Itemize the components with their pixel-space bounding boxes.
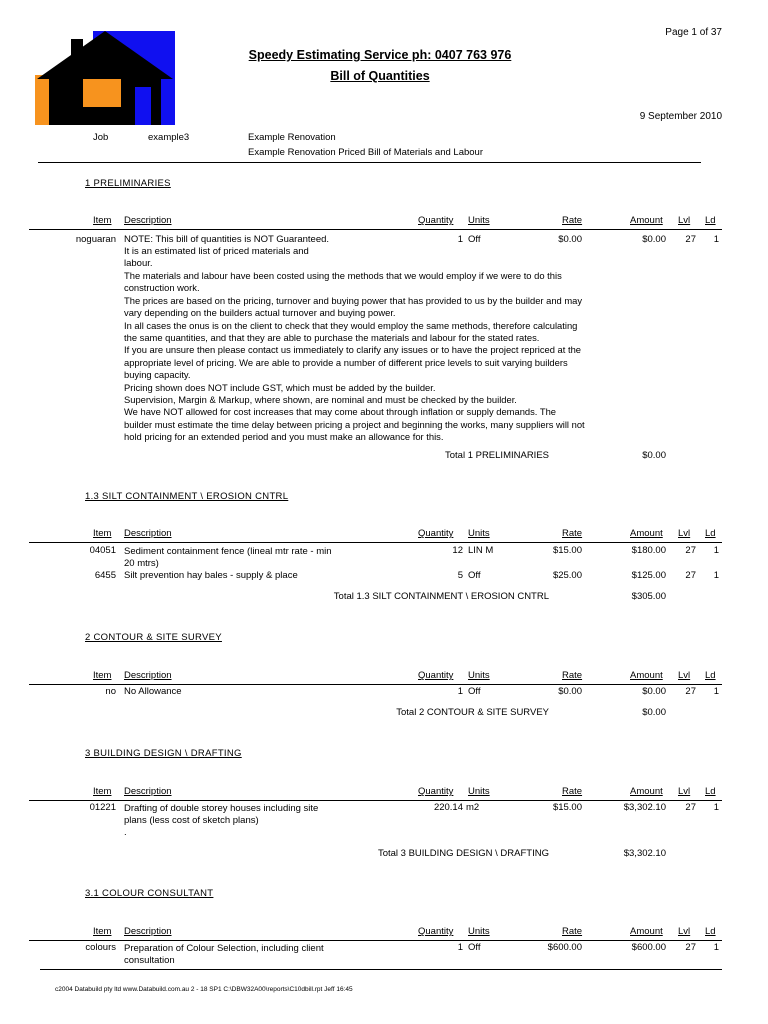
row-ld: 1 [713,545,719,556]
col-rate: Rate [562,670,583,681]
row-description-line: plans (less cost of sketch plans) [124,815,259,826]
row-lvl: 27 [685,570,696,581]
col-lvl: Lvl [678,528,691,539]
col-units: Units [468,670,490,681]
section-total-label: Total 2 CONTOUR & SITE SURVEY [396,707,549,718]
page-number: Page 1 of 37 [665,27,722,38]
section-total-amount: $305.00 [631,591,666,602]
note-line: appropriate level of pricing. We are able to provide a number of different price levels to suit varying builders [124,356,568,368]
col-lvl: Lvl [678,670,691,681]
row-units: Off [468,570,481,581]
section-heading: 1 PRELIMINARIES [85,178,171,189]
row-quantity: 1 [457,686,463,697]
col-ld: Ld [705,786,716,797]
row-description-line: Preparation of Colour Selection, including client [124,943,324,954]
col-description: Description [124,528,172,539]
row-item: colours [85,942,116,953]
page-bottom-divider [40,969,722,970]
row-quantity: 1 [457,234,463,245]
row-lvl: 27 [685,802,696,813]
section-heading: 1.3 SILT CONTAINMENT \ EROSION CNTRL [85,491,289,502]
col-amount: Amount [630,215,663,226]
col-ld: Ld [705,215,716,226]
company-title: Speedy Estimating Service ph: 0407 763 976 [248,48,512,62]
section-total-label: Total 3 BUILDING DESIGN \ DRAFTING [377,848,549,859]
col-amount: Amount [630,926,663,937]
row-rate: $25.00 [552,570,582,581]
row-amount: $3,302.10 [623,802,666,813]
row-units: Off [468,234,481,245]
row-description-line: labour. [124,258,153,269]
job-name: Example Renovation [248,132,336,143]
col-description: Description [124,786,172,797]
row-lvl: 27 [685,942,696,953]
col-item: Item [93,786,112,797]
row-description-line: Drafting of double storey houses including site [124,803,319,814]
row-description-line: It is an estimated list of priced materials and [124,246,309,257]
row-units: Off [468,686,481,697]
section-total-amount: $0.00 [642,450,666,461]
col-item: Item [93,926,112,937]
row-amount: $180.00 [631,545,666,556]
row-item: 04051 [89,545,116,556]
job-description: Example Renovation Priced Bill of Materials and Labour [248,147,483,158]
row-item: noguaran [75,234,116,245]
column-divider [29,229,722,230]
col-item: Item [93,528,112,539]
row-description-line: . [124,827,127,838]
row-description-line: NOTE: This bill of quantities is NOT Guaranteed. [124,234,330,245]
col-lvl: Lvl [678,926,691,937]
col-rate: Rate [562,528,583,539]
note-line: vary depending on the builders actual turnover and buying power. [124,307,396,319]
col-units: Units [468,786,490,797]
document-date: 9 September 2010 [639,111,722,122]
column-divider [29,542,722,543]
row-description-line: Silt prevention hay bales - supply & place [124,570,298,581]
section-total-label: Total 1.3 SILT CONTAINMENT \ EROSION CNTRL [333,591,549,602]
row-lvl: 27 [685,686,696,697]
col-units: Units [468,528,490,539]
row-lvl: 27 [685,545,696,556]
col-ld: Ld [705,528,716,539]
row-ld: 1 [713,686,719,697]
col-rate: Rate [562,926,583,937]
note-line: We have NOT allowed for cost increases that may come about through inflation or supply demands. The [124,406,556,418]
col-quantity: Quantity [418,670,454,681]
note-line: The materials and labour have been costed using the methods that we would employ if we were to do this [124,270,562,281]
col-ld: Ld [705,926,716,937]
col-description: Description [124,670,172,681]
note-line: builder must estimate the time delay between pricing a project and beginning the works, many suppliers will not [124,418,585,430]
row-rate: $0.00 [558,686,582,697]
note-line: In all cases the onus is on the client to check that they would employ the same methods, therefore calculating [124,319,578,331]
col-item: Item [93,215,112,226]
row-description-line: 20 mtrs) [124,558,159,569]
row-quantity: 220.14 [433,802,463,813]
note-line: buying capacity. [124,369,191,381]
col-amount: Amount [630,786,663,797]
col-units: Units [468,215,490,226]
row-units: LIN M [468,545,494,556]
column-divider [29,800,722,801]
row-ld: 1 [713,570,719,581]
disclaimer-note [124,270,585,444]
col-item: Item [93,670,112,681]
col-quantity: Quantity [418,786,454,797]
section-total-amount: $0.00 [642,707,666,718]
row-description-line: No Allowance [124,686,182,697]
note-line: If you are unsure then please contact us immediately to clarify any issues or to have the project repriced at the [124,344,582,356]
row-item: 6455 [94,570,116,581]
col-ld: Ld [705,670,716,681]
col-quantity: Quantity [418,926,454,937]
section-total-amount: $3,302.10 [623,848,666,859]
document-title: Bill of Quantities [330,69,430,83]
section-total-label: Total 1 PRELIMINARIES [444,450,549,461]
row-units: Off [468,942,481,953]
col-units: Units [468,926,490,937]
col-quantity: Quantity [418,215,454,226]
col-amount: Amount [630,670,663,681]
row-lvl: 27 [685,234,696,245]
note-line: the same quantities, and that they are able to purchase the materials and labour for the stated rates. [124,332,540,344]
row-rate: $15.00 [552,545,582,556]
note-line: The prices are based on the pricing, turnover and buying power that has provided to us by the builder and may [124,294,583,306]
col-lvl: Lvl [678,215,691,226]
column-divider [29,940,722,941]
col-lvl: Lvl [678,786,691,797]
row-quantity: 1 [457,942,463,953]
row-item: 01221 [89,802,116,813]
page-footer: c2004 Databuild pty ltd www.Databuild.com.au 2 - 18 SP1 C:\DBW32A00\reports\C10dbill.rpt Jeff 16:45 [55,986,353,993]
note-line: hold pricing for an extended period and you must make an allowance for this. [124,431,444,443]
header-divider [38,162,701,163]
row-rate: $600.00 [547,942,582,953]
logo-chimney [71,39,83,61]
row-amount: $0.00 [642,686,666,697]
row-ld: 1 [713,942,719,953]
row-description-line: consultation [124,955,175,966]
section-heading: 2 CONTOUR & SITE SURVEY [85,632,222,643]
col-quantity: Quantity [418,528,454,539]
col-rate: Rate [562,786,583,797]
job-code: example3 [148,132,190,143]
row-ld: 1 [713,234,719,245]
note-line: Pricing shown does NOT include GST, which must be added by the builder. [124,381,436,393]
row-rate: $15.00 [552,802,582,813]
column-divider [29,684,722,685]
row-quantity: 5 [457,570,463,581]
row-units: m2 [466,802,480,813]
col-description: Description [124,926,172,937]
row-rate: $0.00 [558,234,582,245]
row-amount: $0.00 [642,234,666,245]
col-description: Description [124,215,172,226]
col-rate: Rate [562,215,583,226]
row-amount: $600.00 [631,942,666,953]
company-logo [35,31,175,125]
row-ld: 1 [713,802,719,813]
row-item: no [105,686,116,697]
job-label: Job [93,132,109,143]
section-heading: 3.1 COLOUR CONSULTANT [85,888,214,899]
note-line: construction work. [124,282,200,294]
row-quantity: 12 [452,545,463,556]
logo-door [135,87,151,125]
row-amount: $125.00 [631,570,666,581]
section-heading: 3 BUILDING DESIGN \ DRAFTING [85,748,242,759]
row-description-line: Sediment containment fence (lineal mtr rate - min [124,546,332,557]
col-amount: Amount [630,528,663,539]
note-line: Supervision, Margin & Markup, where shown, are nominal and must be checked by the builder. [124,394,517,406]
logo-window [83,79,121,107]
